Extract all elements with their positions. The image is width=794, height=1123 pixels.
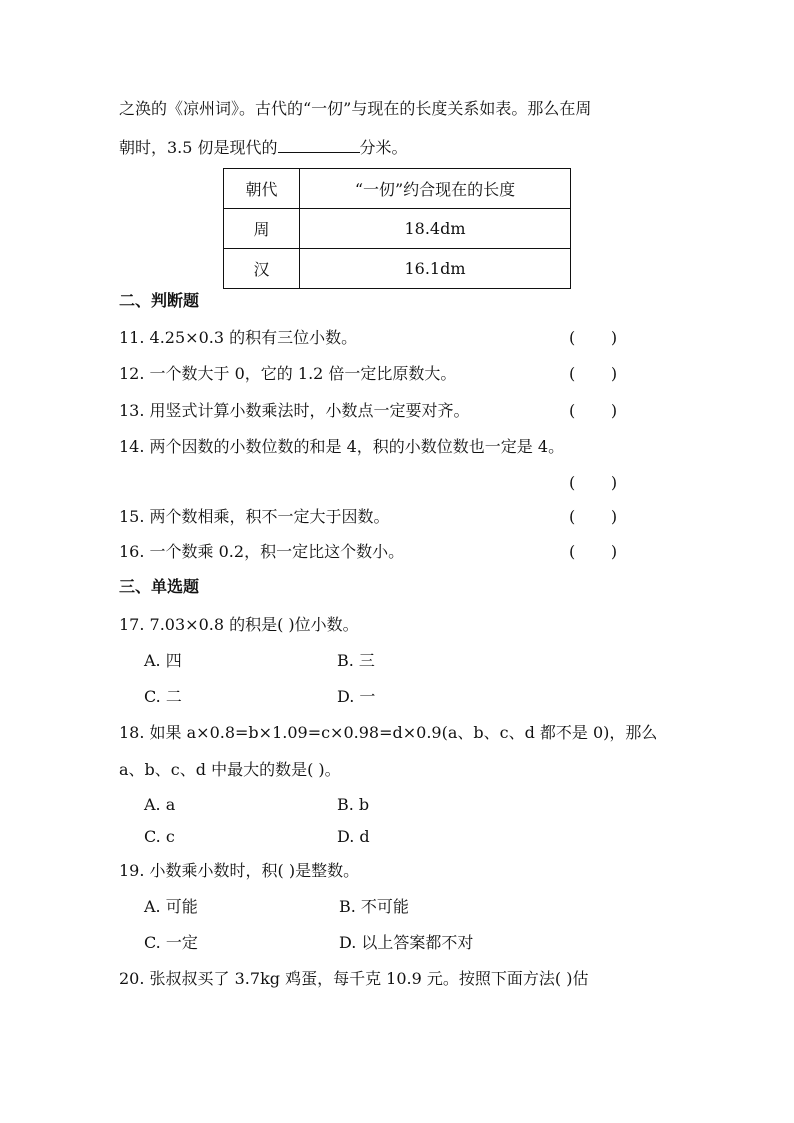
- option-18-c[interactable]: C. c: [144, 827, 175, 846]
- table-row: [224, 209, 571, 249]
- answer-paren-11[interactable]: ( ): [569, 328, 618, 347]
- question-12: 12. 一个数大于 0，它的 1.2 倍一定比原数大。: [119, 364, 457, 383]
- option-18-d[interactable]: D. d: [337, 827, 370, 846]
- table-cell: 16.1dm: [300, 249, 571, 289]
- table-row: [224, 249, 571, 289]
- option-19-a[interactable]: A. 可能: [144, 897, 198, 916]
- table-header-cell: “一仞”约合现在的长度: [300, 169, 571, 209]
- question-15: 15. 两个数相乘，积不一定大于因数。: [119, 507, 390, 526]
- intro-line-2-suffix: 分米。: [359, 138, 408, 157]
- question-13: 13. 用竖式计算小数乘法时，小数点一定要对齐。: [119, 401, 470, 420]
- table-header-row: [224, 169, 571, 209]
- length-table: [223, 168, 571, 289]
- question-16: 16. 一个数乘 0.2，积一定比这个数小。: [119, 542, 405, 561]
- answer-paren-16[interactable]: ( ): [569, 542, 618, 561]
- option-19-b[interactable]: B. 不可能: [339, 897, 409, 916]
- question-18-line-2: a、b、c、d 中最大的数是( )。: [119, 760, 341, 779]
- answer-paren-15[interactable]: ( ): [569, 507, 618, 526]
- option-17-c[interactable]: C. 二: [144, 687, 182, 706]
- question-14: 14. 两个因数的小数位数的和是 4，积的小数位数也一定是 4。: [119, 437, 565, 456]
- question-18-line-1: 18. 如果 a×0.8=b×1.09=c×0.98=d×0.9(a、b、c、d 都不是 0)，那么: [119, 723, 658, 742]
- question-11: 11. 4.25×0.3 的积有三位小数。: [119, 328, 358, 347]
- intro-line-2: [119, 136, 408, 159]
- question-19: 19. 小数乘小数时，积( )是整数。: [119, 861, 360, 880]
- section-heading-judgement: 二、判断题: [119, 291, 200, 310]
- intro-line-1: 之涣的《凉州词》。古代的“一仞”与现在的长度关系如表。那么在周: [119, 99, 592, 118]
- option-17-b[interactable]: B. 三: [337, 651, 375, 670]
- table-header-cell: 朝代: [224, 169, 300, 209]
- option-17-a[interactable]: A. 四: [144, 651, 182, 670]
- table-cell: 汉: [224, 249, 300, 289]
- option-19-d[interactable]: D. 以上答案都不对: [339, 933, 474, 952]
- table-cell: 周: [224, 209, 300, 249]
- answer-paren-13[interactable]: ( ): [569, 401, 618, 420]
- table-cell: 18.4dm: [300, 209, 571, 249]
- intro-line-2-prefix: 朝时，3.5 仞是现代的: [119, 138, 278, 157]
- option-18-a[interactable]: A. a: [144, 795, 176, 814]
- section-heading-single-choice: 三、单选题: [119, 577, 200, 596]
- option-19-c[interactable]: C. 一定: [144, 933, 198, 952]
- answer-paren-14[interactable]: ( ): [569, 473, 618, 492]
- answer-paren-12[interactable]: ( ): [569, 364, 618, 383]
- answer-blank[interactable]: [278, 136, 360, 153]
- option-17-d[interactable]: D. 一: [337, 687, 376, 706]
- option-18-b[interactable]: B. b: [337, 795, 370, 814]
- question-17: 17. 7.03×0.8 的积是( )位小数。: [119, 615, 359, 634]
- question-20: 20. 张叔叔买了 3.7kg 鸡蛋，每千克 10.9 元。按照下面方法( )估: [119, 969, 589, 988]
